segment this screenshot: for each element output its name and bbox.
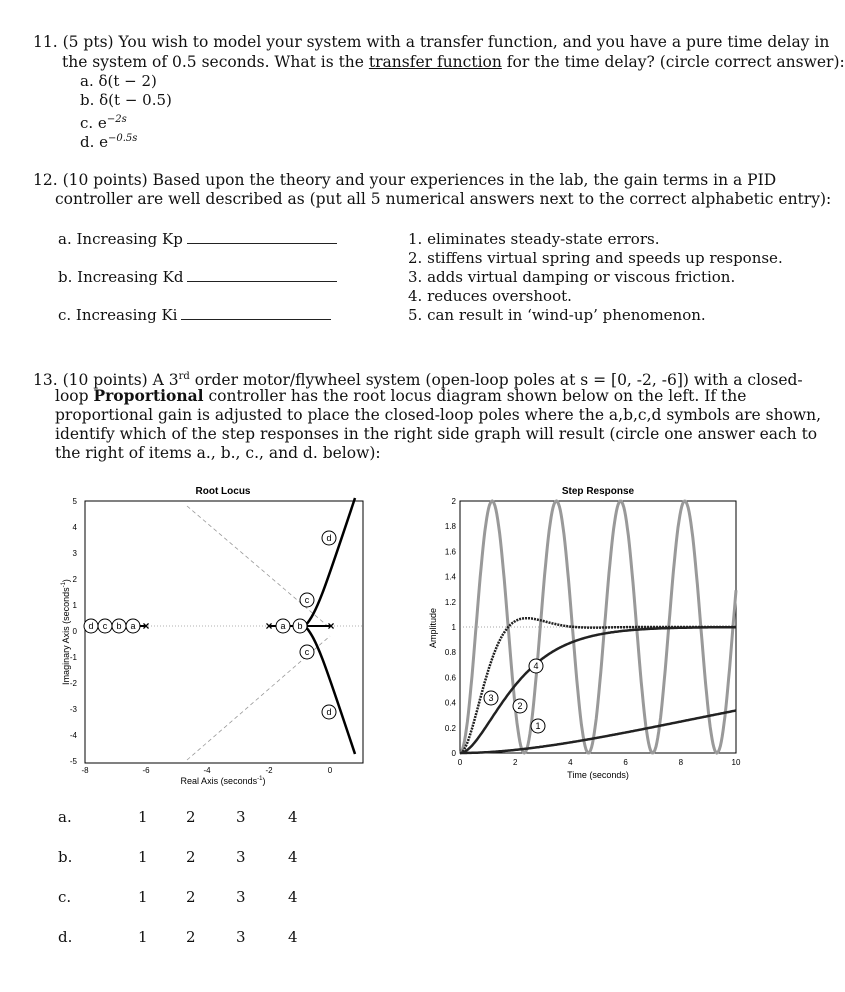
svg-text:0: 0 (72, 627, 77, 636)
answer-choice[interactable]: 2 (186, 888, 196, 906)
q13-line2: loop Proportional controller has the root locus diagram shown below on the left. If the (55, 386, 747, 405)
marker-a-right: a (280, 621, 286, 631)
answer-row-label: d. (58, 928, 73, 946)
answer-row-label: b. (58, 848, 73, 866)
svg-text:-5: -5 (69, 757, 77, 766)
q13-line4: identify which of the step responses in the right side graph will result (circle one answer each to (55, 425, 818, 443)
answer-choice[interactable]: 4 (288, 808, 298, 826)
pole-marker-minus6: × (142, 619, 150, 633)
answer-row-label: a. (58, 808, 72, 826)
step-x-tick: 10 (731, 758, 741, 767)
svg-text:-4: -4 (203, 766, 211, 775)
svg-text:5: 5 (72, 497, 77, 506)
pole-marker-0: × (327, 619, 335, 633)
answer-choice[interactable]: 3 (236, 848, 246, 866)
root-locus-xlabel: Real Axis (seconds$^{-1}$) (180, 776, 266, 786)
curve-label-4: 4 (533, 661, 539, 671)
step-y-tick: 0.8 (444, 648, 456, 658)
root-locus-ylabel: Imaginary Axis (seconds$^{-1}$) (61, 579, 71, 685)
q12-line1: 12. (10 points) Based upon the theory and your experiences in the lab, the gain terms in a PID (33, 171, 777, 189)
step-x-tick: 2 (512, 758, 518, 767)
answer-choice[interactable]: 4 (288, 888, 298, 906)
answer-row-label: c. (58, 888, 72, 906)
step-y-tick: 0.4 (444, 698, 456, 708)
answer-choice[interactable]: 3 (236, 808, 246, 826)
marker-c-left: c (102, 621, 108, 631)
marker-a-left: a (130, 621, 136, 631)
step-y-tick: 1.2 (444, 597, 456, 607)
answer-choice[interactable]: 1 (138, 928, 148, 946)
pole-marker-minus2: × (265, 619, 273, 633)
marker-d-left: d (88, 621, 94, 631)
svg-text:2: 2 (72, 575, 77, 584)
svg-text:-2: -2 (69, 679, 77, 688)
marker-b-left: b (116, 621, 122, 631)
marker-c-lower: c (304, 647, 310, 657)
step-y-tick: 0 (451, 749, 456, 758)
q11-line2: the system of 0.5 seconds. What is the transfer function for the time delay? (circle correct answer): (62, 53, 845, 71)
q12-answer-5: 5. can result in ‘wind-up’ phenomenon. (408, 306, 706, 324)
q11-option-b[interactable]: b. δ(t − 0.5) (80, 91, 172, 109)
q11-option-a[interactable]: a. δ(t − 2) (80, 72, 157, 90)
ki-answer-blank[interactable] (181, 318, 331, 320)
answer-choice[interactable]: 4 (288, 848, 298, 866)
q12-line2: controller are well described as (put all 5 numerical answers next to the correct alphabetic entry): (55, 190, 832, 208)
q13-line3: proportional gain is adjusted to place the closed-loop poles where the a,b,c,d symbols are shown, (55, 406, 822, 424)
answer-choice[interactable]: 2 (186, 848, 196, 866)
answer-choice[interactable]: 1 (138, 808, 148, 826)
kp-answer-blank[interactable] (187, 242, 337, 244)
q13-line5: the right of items a., b., c., and d. below): (55, 444, 381, 462)
root-locus-title: Root Locus (195, 486, 251, 497)
step-x-tick: 8 (678, 758, 684, 767)
step-y-tick: 1 (451, 623, 456, 632)
svg-text:-4: -4 (69, 731, 77, 740)
q12-item-ki: c. Increasing Ki (58, 306, 331, 325)
svg-text:-3: -3 (69, 705, 77, 714)
answer-choice[interactable]: 3 (236, 928, 246, 946)
q12-item-kp: a. Increasing Kp (58, 230, 337, 249)
answer-choice[interactable]: 2 (186, 808, 196, 826)
curve-label-3: 3 (488, 693, 494, 703)
marker-d-upper: d (326, 533, 332, 543)
answer-choice[interactable]: 2 (186, 928, 196, 946)
step-response-ylabel: Amplitude (428, 607, 438, 649)
step-response-chart (420, 478, 750, 788)
step-y-tick: 1.6 (444, 547, 456, 557)
step-response-xlabel: Time (seconds) (567, 770, 629, 780)
root-locus-frame (85, 501, 363, 763)
root-locus-y-ticks (70, 497, 78, 766)
q12-answer-1: 1. eliminates steady-state errors. (408, 230, 660, 248)
svg-text:-1: -1 (69, 653, 77, 662)
step-y-tick: 1.4 (444, 572, 456, 582)
step-y-tick: 0.2 (444, 723, 456, 733)
svg-text:-6: -6 (142, 766, 150, 775)
step-y-ticks (445, 497, 457, 758)
step-x-tick: 6 (623, 758, 628, 767)
q11-option-c[interactable]: c. $e^{-2s}$ (80, 114, 127, 132)
q12-answer-4: 4. reduces overshoot. (408, 287, 572, 305)
answer-choice[interactable]: 4 (288, 928, 298, 946)
marker-d-lower: d (326, 707, 332, 717)
root-locus-x-ticks (81, 766, 332, 775)
step-x-tick: 4 (568, 758, 573, 767)
q11-line1: 11. (5 pts) You wish to model your system with a transfer function, and you have a pure time delay in (33, 33, 830, 51)
step-y-tick: 1.8 (444, 522, 456, 532)
kd-answer-blank[interactable] (187, 280, 337, 282)
q12-item-kd: b. Increasing Kd (58, 268, 337, 287)
step-x-tick: 0 (457, 758, 463, 767)
step-response-title: Step Response (561, 486, 635, 497)
answer-choice[interactable]: 3 (236, 888, 246, 906)
marker-c-upper: c (304, 595, 310, 605)
step-y-tick: 0.6 (444, 673, 456, 683)
q12-answer-3: 3. adds virtual damping or viscous friction. (408, 268, 736, 286)
q13-line1: 13. (10 points) A 3rd order motor/flywheel system (open-loop poles at s = [0, -2, -6]) with a closed- (33, 371, 803, 390)
q12-answer-2: 2. stiffens virtual spring and speeds up response. (408, 249, 783, 267)
q11-option-d[interactable]: d. $e^{-0.5s}$ (80, 133, 138, 151)
answer-choice[interactable]: 1 (138, 848, 148, 866)
svg-text:0: 0 (327, 766, 333, 775)
curve-label-1: 1 (535, 721, 541, 731)
step-x-ticks (458, 758, 741, 767)
curve-label-2: 2 (517, 701, 523, 711)
root-locus-chart (55, 478, 375, 788)
marker-b-right: b (297, 621, 303, 631)
svg-text:1: 1 (72, 601, 77, 610)
answer-choice[interactable]: 1 (138, 888, 148, 906)
svg-text:4: 4 (72, 523, 77, 532)
step-y-tick: 2 (451, 497, 456, 506)
svg-text:-2: -2 (265, 766, 273, 775)
svg-text:3: 3 (72, 549, 77, 558)
svg-text:-8: -8 (81, 766, 89, 775)
